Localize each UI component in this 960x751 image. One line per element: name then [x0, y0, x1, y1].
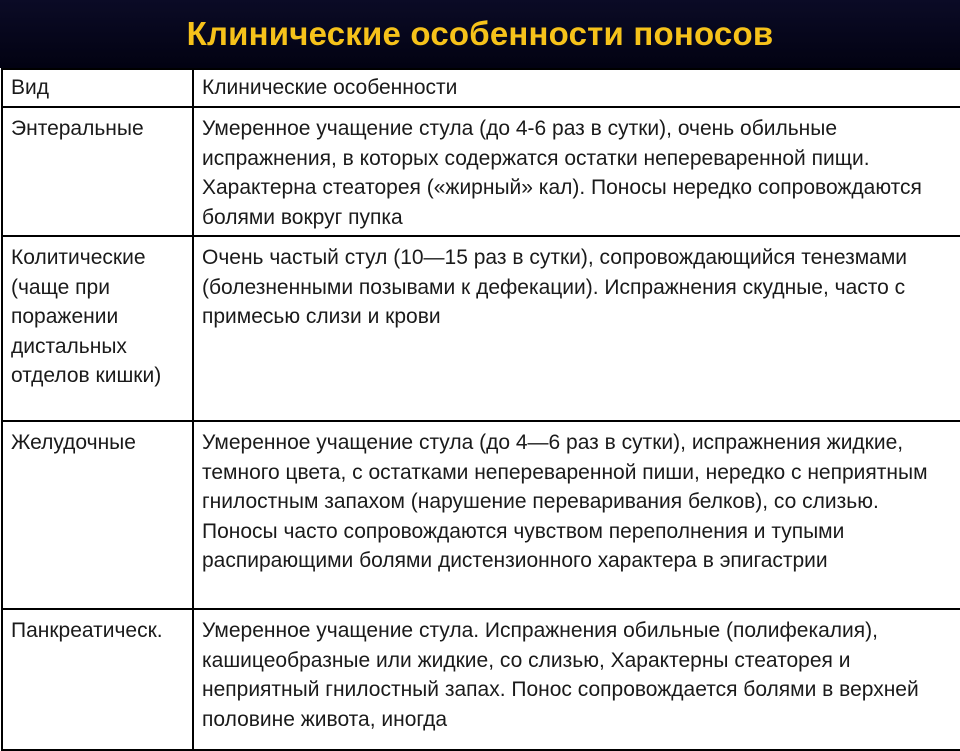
table-header-row: [2, 69, 960, 107]
table-row: [2, 236, 960, 421]
slide-title: Клинические особенности поносов: [186, 15, 774, 52]
row-features-cell: Очень частый стул (10—15 раз в сутки), сопровождающийся тенезмами (болезненными позывами к дефекации). Испражнения скудные, часто с примесью слизи и крови: [193, 236, 960, 421]
table-row: [2, 107, 960, 236]
row-features-cell: Умеренное учащение стула (до 4—6 раз в сутки), испражнения жидкие, темного цвета, с остатками непереваренной пиши, нередко с неприятным гнилостным запахом (нарушение переваривания белков), со слизью. Поносы часто сопровождаются чувством переполнения и тупыми распирающими болями дистензионного характера в эпигастрии: [193, 421, 960, 609]
row-type-cell: Энтеральные: [2, 107, 193, 236]
diarrhea-features-table: [1, 68, 960, 751]
table-row: [2, 421, 960, 609]
table-row: [2, 609, 960, 750]
title-bar: [0, 0, 960, 68]
header-features-cell: Клинические особенности: [193, 69, 960, 107]
row-features-cell: Умеренное учащение стула. Испражнения обильные (полифекалия), кашицеобразные или жидкие, со слизью, Характерны стеаторея и неприятный гнилостный запах. Понос сопровождается болями в верхней половине живота, иногда: [193, 609, 960, 750]
row-type-cell: Желудочные: [2, 421, 193, 609]
row-type-cell: Колитические (чаще при поражении дистальных отделов кишки): [2, 236, 193, 421]
row-type-cell: Панкреатическ.: [2, 609, 193, 750]
header-type-cell: Вид: [2, 69, 193, 107]
row-features-cell: Умеренное учащение стула (до 4-6 раз в сутки), очень обильные испражнения, в которых содержатся остатки непереваренной пищи. Характерна стеаторея («жирный» кал). Поносы нередко сопровождаются болями вокруг пупка: [193, 107, 960, 236]
